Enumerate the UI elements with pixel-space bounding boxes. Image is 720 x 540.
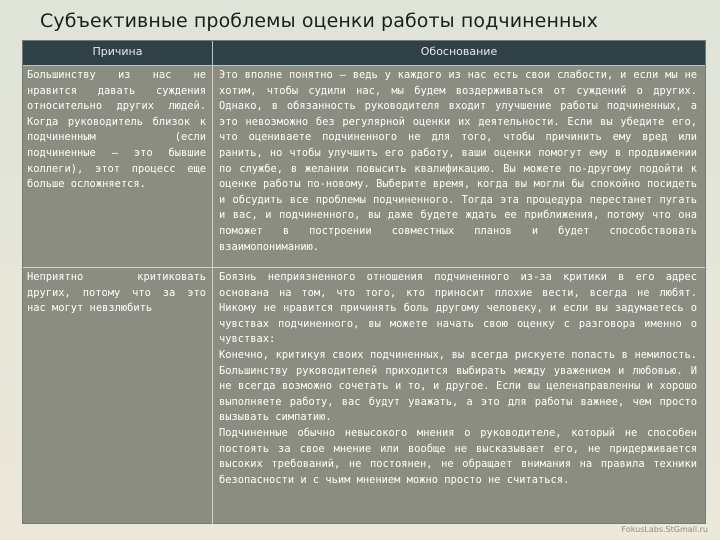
- justification-paragraph: Боязнь неприязненного отношения подчиненного из-за критики в его адрес основана на том, что того, кто приносит плохие вести, всегда не любят. Никому не нравится причинять боль другому человеку, и если вы задумаетесь о чувствах подчиненного, вы можете начать свою оценку с разговора именно о чувствах:: [219, 271, 697, 346]
- justification-paragraph: Подчиненные обычно невысокого мнения о руководителе, который не способен постоять за свое мнение или вообще не высказывает его, не придерживается высоких требований, не постоянен, не обращает внимания на правила техники безопасности и с чьим мнением можно просто не считаться.: [219, 426, 697, 486]
- justification-paragraph: Это вполне понятно — ведь у каждого из нас есть свои слабости, и если мы не хотим, чтобы судили нас, мы будем воздерживаться от суждений о других. Однако, в обязанность руководителя входит улучшение работы подчиненных, а это невозможно без регулярной оценки их деятельности. Если вы убедите его, что оцениваете подчиненного не для того, чтобы причинить ему вред или ранить, но чтобы улучшить его работу, ваши оценки помогут ему в продвижении по службе, в желании повысить квалификацию. Вы можете по-другому подойти к оценке работы по-новому. Выберите время, когда вы могли бы спокойно посидеть и обсудить все проблемы подчиненного. Тогда эта процедура перестанет пугать и вас, и подчиненного, вы даже будете ждать ее приближения, потому что она поможет в построении совместных планов и будет способствовать взаимопониманию.: [219, 69, 697, 253]
- reasons-table: [22, 40, 706, 524]
- watermark: FokusLabs.StGmail.ru: [621, 525, 708, 534]
- reason-cell: Неприятно критиковать других, потому что за это нас могут невзлюбить: [23, 268, 213, 524]
- table-row: [23, 66, 705, 268]
- reason-cell: Большинству из нас не нравится давать суждения относительно других людей. Когда руководитель близок к подчиненным (если подчиненные — это бывшие коллеги), этот процесс еще больше осложняется.: [23, 66, 213, 267]
- justification-paragraph: Конечно, критикуя своих подчиненных, вы всегда рискуете попасть в немилость. Большинству руководителей приходится выбирать между уважением и любовью. И не всегда возможно сочетать и то, и другое. Если вы целенаправленны и хорошо выполняете работу, вас будут уважать, а это для работы важнее, чем просто вызывать симпатию.: [219, 348, 697, 424]
- slide-title: Субъективные проблемы оценки работы подчиненных: [40, 10, 598, 32]
- header-justification: Обоснование: [420, 45, 498, 58]
- justification-cell: [213, 66, 705, 267]
- table-row: [23, 268, 705, 524]
- justification-cell: [213, 268, 705, 524]
- header-reason: Причина: [23, 41, 213, 65]
- table-header: [23, 41, 705, 66]
